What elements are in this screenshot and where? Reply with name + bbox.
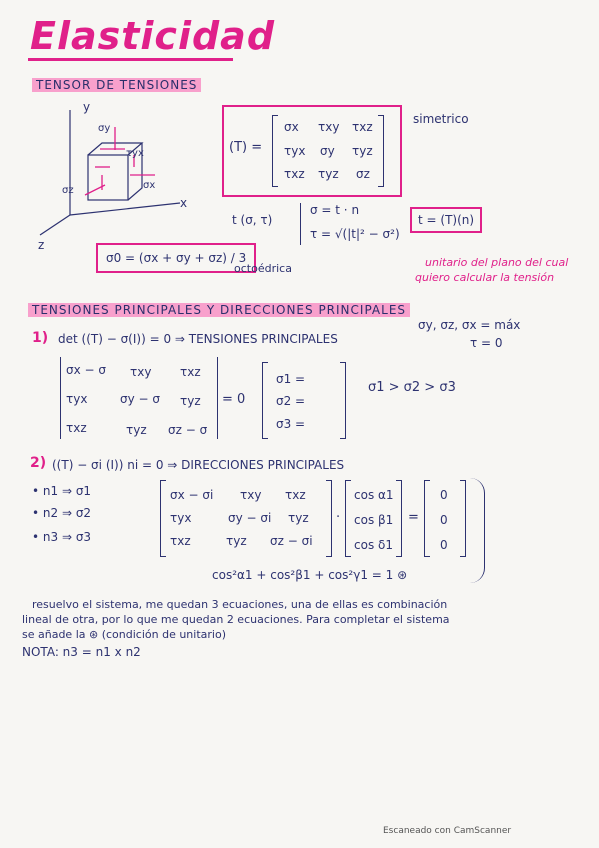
symmetric-note: simetrico bbox=[413, 112, 469, 126]
mat2-r1c1: σy − σi bbox=[228, 511, 272, 525]
step1-label: 1) bbox=[32, 330, 49, 346]
traction-brace bbox=[300, 203, 301, 245]
paragraph-line2: lineal de otra, por lo que me quedan 2 ecuaciones. Para completar el sistema bbox=[22, 613, 450, 626]
det-r1c2: τyz bbox=[180, 394, 201, 408]
sol-3: σ3 = bbox=[276, 417, 306, 431]
paragraph-line1: resuelvo el sistema, me quedan 3 ecuaciones, una de ellas es combinación bbox=[32, 598, 448, 611]
det-r0c2: τxz bbox=[180, 365, 201, 379]
nota-line: NOTA: n3 = n1 x n2 bbox=[22, 645, 141, 659]
sigma0-box: σ0 = (σx + σy + σz) / 3 bbox=[96, 243, 256, 273]
det-r0c1: τxy bbox=[130, 365, 152, 379]
sigma-order: σ1 > σ2 > σ3 bbox=[368, 380, 456, 395]
vec-cos-delta: cos δ1 bbox=[354, 538, 393, 552]
tensor-lhs: (T) = bbox=[229, 140, 263, 155]
max-note: σy, σz, σx = máx bbox=[418, 318, 521, 332]
tensor-r0c2: τxz bbox=[352, 120, 373, 134]
y-axis-label: y bbox=[83, 100, 91, 114]
det-r2c1: τyz bbox=[126, 423, 147, 437]
tensor-r1c1: σy bbox=[320, 144, 335, 158]
traction-rhs-box: t = (T)(n) bbox=[410, 207, 482, 233]
unit-note-line2: quiero calcular la tensión bbox=[415, 271, 555, 284]
tensor-r0c0: σx bbox=[284, 120, 299, 134]
det-r1c1: σy − σ bbox=[120, 392, 160, 406]
mat2-r0c1: τxy bbox=[240, 488, 262, 502]
x-axis-label: x bbox=[180, 196, 188, 210]
page-title: Elasticidad bbox=[30, 14, 276, 58]
zero-2: 0 bbox=[440, 513, 448, 527]
tensor-r0c1: τxy bbox=[318, 120, 340, 134]
map-n1: • n1 ⇒ σ1 bbox=[32, 484, 92, 498]
mat2-r0c2: τxz bbox=[285, 488, 306, 502]
tensor-bracket-left bbox=[272, 115, 278, 187]
octahedral-note: octoédrica bbox=[234, 262, 292, 275]
vec-bracket-right bbox=[396, 480, 402, 557]
tensor-r2c0: τxz bbox=[284, 167, 305, 181]
tau-zero-note: τ = 0 bbox=[470, 336, 503, 350]
step2-label: 2) bbox=[30, 455, 47, 471]
vec-cos-alpha: cos α1 bbox=[354, 488, 394, 502]
unit-note-line1: unitario del plano del cual bbox=[425, 256, 569, 269]
mat2-bracket-right bbox=[326, 480, 332, 557]
traction-line2: τ = √(|t|² − σ²) bbox=[310, 227, 400, 241]
paragraph-line3: se añade la ⊛ (condición de unitario) bbox=[22, 628, 226, 641]
zeros-bracket-right bbox=[460, 480, 466, 557]
det-r1c0: τyx bbox=[66, 392, 88, 406]
zeros-bracket-left bbox=[424, 480, 430, 557]
cube-label-tyx: τyx bbox=[126, 148, 144, 159]
section-tensor-heading bbox=[32, 78, 201, 92]
mat2-r1c0: τyx bbox=[170, 511, 192, 525]
mat2-bracket-left bbox=[160, 480, 166, 557]
det-r0c0: σx − σ bbox=[66, 363, 106, 377]
cube-label-sy: σy bbox=[98, 123, 111, 134]
mat2-r2c2: σz − σi bbox=[270, 534, 313, 548]
dot-operator: · bbox=[336, 510, 341, 525]
stress-cube-diagram bbox=[30, 95, 200, 255]
tensor-r1c2: τyz bbox=[352, 144, 373, 158]
normalization-eq: cos²α1 + cos²β1 + cos²γ1 = 1 ⊛ bbox=[212, 568, 408, 582]
tensor-r2c2: σz bbox=[356, 167, 370, 181]
system-brace bbox=[470, 478, 485, 583]
det-r2c0: τxz bbox=[66, 421, 87, 435]
vec-bracket-left bbox=[345, 480, 351, 557]
sols-bracket-right bbox=[340, 362, 346, 439]
section-principal-heading bbox=[28, 303, 410, 317]
mat2-r1c2: τyz bbox=[288, 511, 309, 525]
det-equals-zero: = 0 bbox=[222, 392, 246, 407]
sol-1: σ1 = bbox=[276, 372, 306, 386]
traction-lhs: t (σ, τ) bbox=[232, 213, 273, 227]
cube-label-sz: σz bbox=[62, 185, 74, 196]
vec-cos-beta: cos β1 bbox=[354, 513, 394, 527]
sols-bracket-left bbox=[262, 362, 268, 439]
map-n3: • n3 ⇒ σ3 bbox=[32, 530, 92, 544]
step1-text: det ((T) − σ(I)) = 0 ⇒ TENSIONES PRINCIPALES bbox=[58, 332, 338, 346]
det-bar-left bbox=[60, 357, 61, 439]
zero-1: 0 bbox=[440, 488, 448, 502]
step2-text: ((T) − σi (I)) ni = 0 ⇒ DIRECCIONES PRINCIPALES bbox=[52, 458, 345, 472]
traction-line1: σ = t · n bbox=[310, 203, 360, 217]
tensor-r1c0: τyx bbox=[284, 144, 306, 158]
zero-3: 0 bbox=[440, 538, 448, 552]
det-bar-right bbox=[217, 357, 218, 439]
mat2-r2c0: τxz bbox=[170, 534, 191, 548]
scanner-watermark: Escaneado con CamScanner bbox=[383, 826, 512, 836]
mat2-r0c0: σx − σi bbox=[170, 488, 214, 502]
title-underline bbox=[28, 58, 233, 61]
section-principal-label: TENSIONES PRINCIPALES Y DIRECCIONES PRINCIPALES bbox=[28, 303, 410, 317]
z-axis-label: z bbox=[38, 238, 45, 252]
mat2-r2c1: τyz bbox=[226, 534, 247, 548]
tensor-bracket-right bbox=[378, 115, 384, 187]
sol-2: σ2 = bbox=[276, 394, 306, 408]
tensor-r2c1: τyz bbox=[318, 167, 339, 181]
section-tensor-label: TENSOR DE TENSIONES bbox=[32, 78, 201, 92]
det-r2c2: σz − σ bbox=[168, 423, 208, 437]
equals-sign: = bbox=[408, 510, 419, 525]
cube-label-sx: σx bbox=[143, 180, 156, 191]
map-n2: • n2 ⇒ σ2 bbox=[32, 506, 92, 520]
